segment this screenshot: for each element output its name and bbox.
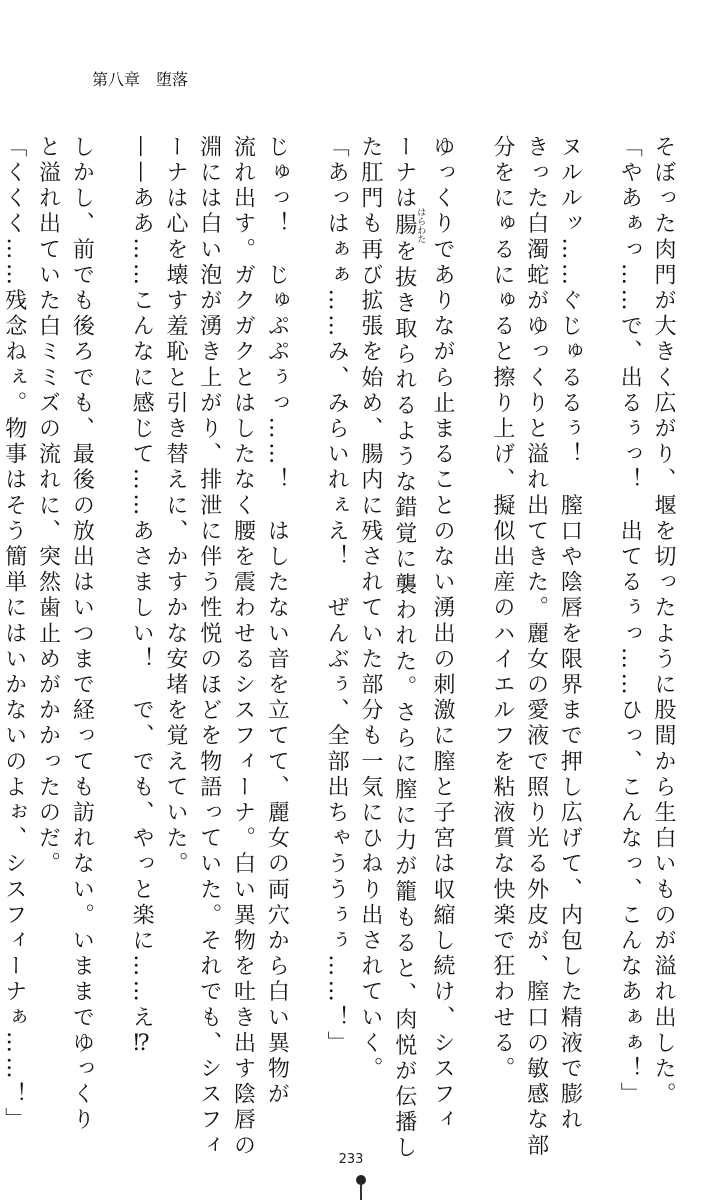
ruby-annotation (391, 207, 426, 244)
text-column-3: ヌルルッ……ぐじゅるるぅ！ 膣口や陰唇を限界まで押し広げて、内包した精液で膨れ (557, 135, 583, 1134)
page-number: 233 (338, 1152, 364, 1167)
text-column-2: 「やあぁっ……で、出るぅっ！ 出てるぅっ……ひっ、こんなっ、こんなあぁぁ！」 (617, 135, 643, 1108)
text-column-4: きった白濁蛇がゆっくりと溢れ出てきた。麗女の愛液で照り光る外皮が、膣口の敏感な部 (523, 135, 549, 1159)
text-column-8: た肛門も再び拡張を始め、腸内に残されていた部分も一気にひねり出されていく。 (357, 135, 383, 1083)
text-column-7 (387, 135, 426, 1162)
text-column-11: 流れ出す。ガクガクとはしたなく腰を震わせるシスフィーナ。白い異物を吐き出す陰唇の (230, 135, 256, 1159)
ruby-base: 腸 (391, 207, 417, 244)
text-column-13: ーナは心を壊す羞恥と引き替えに、かすかな安堵を覚えていた。 (162, 135, 188, 878)
text-column-10: じゅっ！ じゅぷぷぅっ……！ はしたない音を立てて、麗女の両穴から白い異物が (264, 135, 290, 1108)
text-segment: ーナは (391, 135, 417, 212)
text-column-6: ゆっくりでありながら止まることのない湧出の刺激に膣と子宮は収縮し続け、シスフィ (430, 135, 456, 1134)
text-column-1: そぼった肉門が大きく広がり、堰を切ったように股間から生白いものが溢れ出した。 (651, 135, 676, 1108)
ruby-reading: はらわた (415, 207, 426, 244)
text-column-16: と溢れ出ていた白ミミズの流れに、突然歯止めがかかったのだ。 (35, 135, 61, 878)
running-head: 第八章 堕落 (92, 70, 189, 89)
folio-stem-ornament (360, 1183, 362, 1200)
text-column-9: 「あっはぁぁ……み、みらいれぇえ！ ぜんぶぅ、全部出ちゃううぅぅ……！」 (324, 135, 350, 1057)
text-segment: を抜き取られるような錯覚に襲われた。さらに膣に力が籠もると、肉悦が伝播し (391, 239, 417, 1162)
text-column-12: 淵には白い泡が湧き上がり、排泄に伴う性悦のほどを物語っていた。それでも、シスフィ (196, 135, 222, 1159)
text-column-15: しかし、前でも後ろでも、最後の放出はいつまで経っても訪れない。いままでゆっくり (69, 135, 95, 1134)
text-column-17: 「くくく……残念ねぇ。物事はそう簡単にはいかないのよぉ、シスフィーナぁ……！」 (1, 135, 27, 1134)
text-column-14: ——ああ……こんなに感じて……あさましい！ で、でも、やっと楽に……え⁉ (129, 135, 155, 1060)
text-column-5: 分をにゅるにゅると擦り上げ、擬似出産のハイエルフを粘液質な快楽で狂わせる。 (489, 135, 515, 1083)
